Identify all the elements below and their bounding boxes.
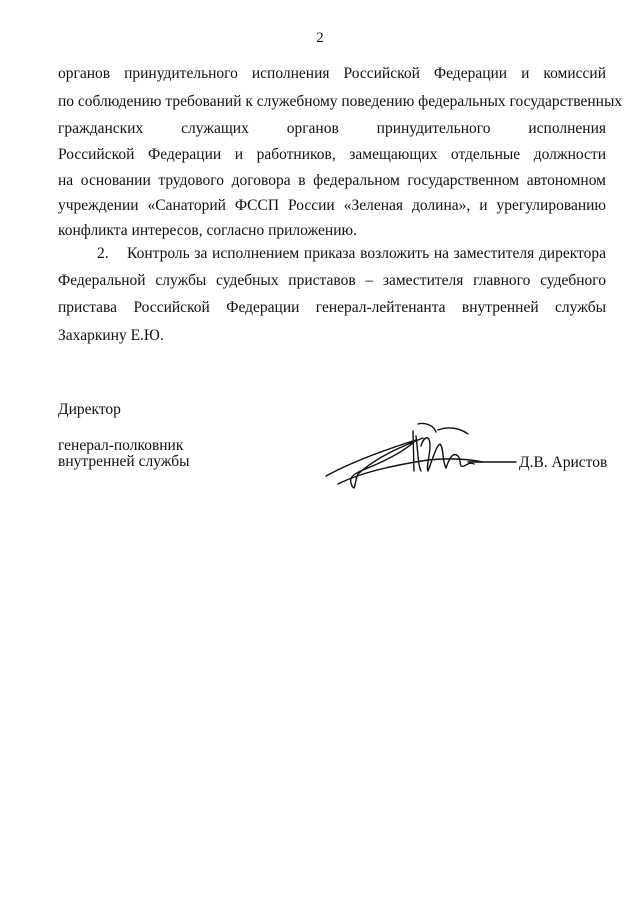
text-line: Захаркину Е.Ю.	[58, 327, 164, 344]
signatory-rank-line-2: внутренней службы	[58, 453, 190, 470]
signatory-rank-line-1: генерал-полковник	[58, 437, 184, 454]
page-number: 2	[316, 30, 324, 46]
text-line: конфликта интересов, согласно приложению.	[58, 222, 357, 239]
handwritten-signature	[318, 416, 518, 496]
text-line	[97, 244, 606, 264]
text-line: Федеральной службы судебных приставов – заместителя главного судебного	[58, 272, 606, 289]
signatory-position: Директор	[58, 401, 121, 418]
text-line: на основании трудового договора в федеральном государственном автономном	[58, 172, 606, 189]
text-line: пристава Российской Федерации генерал-лейтенанта внутренней службы	[58, 299, 606, 316]
text-line: Российской Федерации и работников, замещающих отдельные должности	[58, 146, 606, 163]
text-line: органов принудительного исполнения Российской Федерации и комиссий	[58, 65, 606, 82]
signatory-name: Д.В. Аристов	[519, 454, 608, 471]
text-line-content: Контроль за исполнением приказа возложить на заместителя директора	[127, 245, 606, 262]
text-line: учреждении «Санаторий ФССП России «Зеленая долина», и урегулированию	[58, 197, 606, 214]
text-line: по соблюдению требований к служебному поведению федеральных государственных	[58, 93, 623, 110]
paragraph-number: 2.	[97, 245, 109, 262]
text-line: гражданских служащих органов принудительного исполнения	[58, 120, 606, 137]
